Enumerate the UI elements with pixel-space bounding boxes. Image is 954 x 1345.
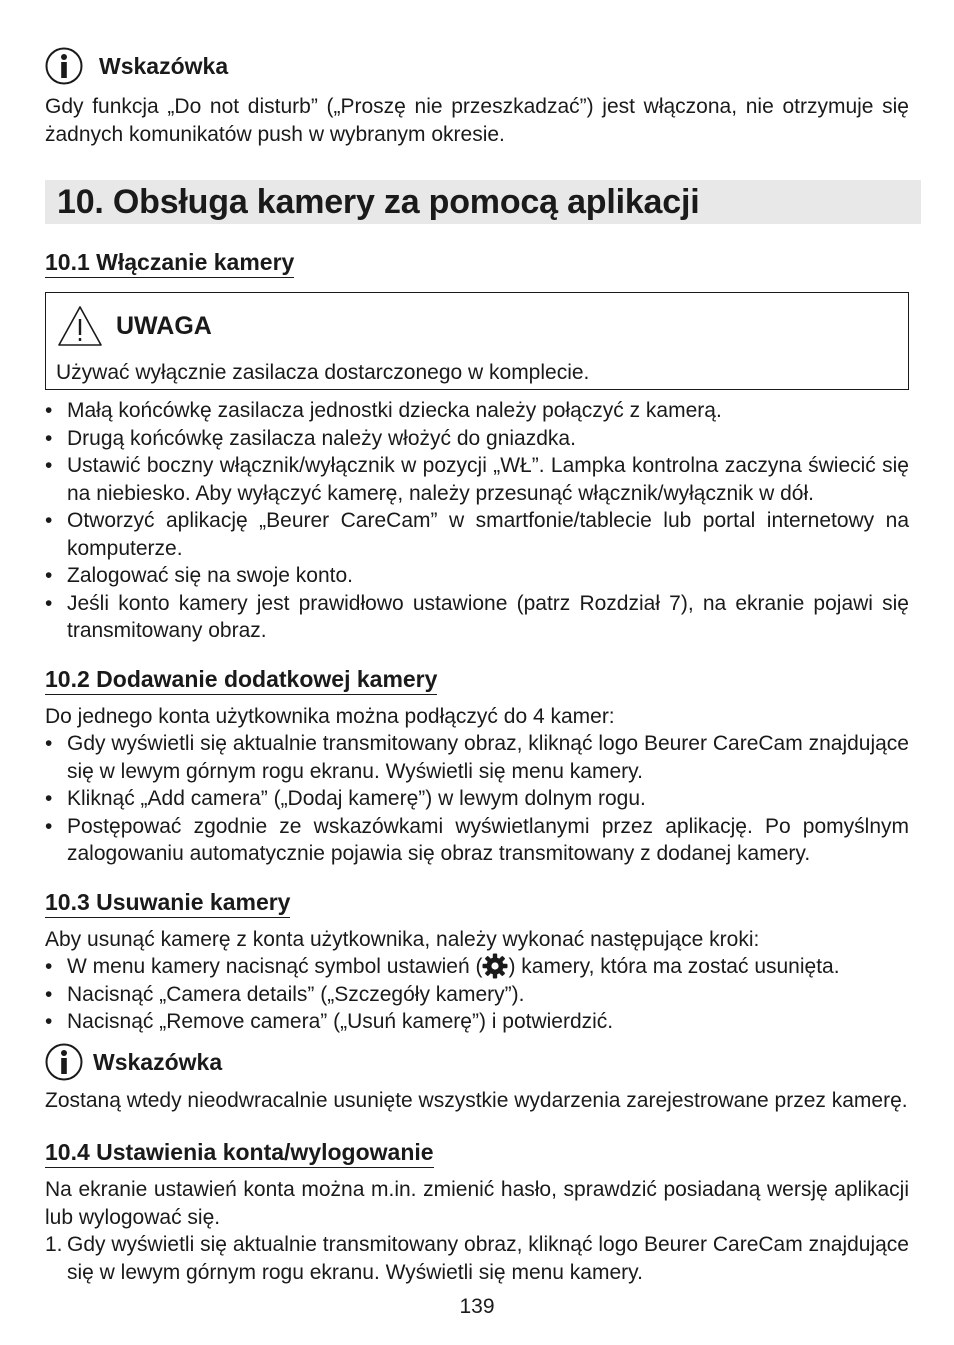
section-intro: Na ekranie ustawień konta można m.in. zmienić hasło, sprawdzić posiadaną wersję aplikacji lub wylogować się. (45, 1178, 909, 1229)
bullet-list (45, 730, 909, 868)
list-item: • Nacisnąć „Remove camera” („Usuń kamerę”) i potwierdzić. (45, 1008, 909, 1036)
list-item: • Otworzyć aplikację „Beurer CareCam” w smartfonie/tablecie lub portal internetowy na komputerze. (45, 507, 909, 562)
note-text: Gdy funkcja „Do not disturb” („Proszę nie przeszkadzać”) jest włączona, nie otrzymuje się żadnych komunikatów push w wybranym okresie. (45, 95, 909, 146)
list-item: • Małą końcówkę zasilacza jednostki dziecka należy połączyć z kamerą. (45, 397, 909, 425)
page-number: 139 (459, 1295, 495, 1318)
chapter-title: 10. Obsługa kamery za pomocą aplikacji (57, 182, 700, 221)
section-heading: 10.4 Ustawienia konta/wylogowanie (45, 1138, 434, 1168)
section-intro: Do jednego konta użytkownika można podłączyć do 4 kamer: (45, 705, 615, 728)
section-heading: 10.2 Dodawanie dodatkowej kamery (45, 665, 437, 695)
warning-text: Używać wyłącznie zasilacza dostarczonego w komplecie. (56, 361, 590, 384)
warning-title: UWAGA (116, 311, 212, 340)
info-icon (45, 47, 83, 85)
section-intro: Aby usunąć kamerę z konta użytkownika, należy wykonać następujące kroki: (45, 928, 760, 951)
section-10-2 (45, 665, 909, 695)
bullet-list (45, 953, 909, 1036)
section-heading: 10.3 Usuwanie kamery (45, 888, 290, 918)
list-item-text: W menu kamery nacisnąć symbol ustawień ( (67, 955, 483, 978)
list-item: • Gdy wyświetli się aktualnie transmitowany obraz, kliknąć logo Beurer CareCam znajdujące się w lewym górnym rogu ekranu. Wyświetli się menu kamery. (45, 730, 909, 785)
list-item: • Nacisnąć „Camera details” („Szczegóły kamery”). (45, 981, 909, 1009)
note-header (45, 47, 909, 85)
info-icon (45, 1043, 83, 1081)
warning-box (45, 292, 909, 390)
list-item: • Postępować zgodnie ze wskazówkami wyświetlanymi przez aplikację. Po pomyślnym zalogowaniu automatycznie pojawia się obraz transmitowany z dodanej kamery. (45, 813, 909, 868)
gear-icon (482, 953, 508, 979)
chapter-heading (45, 180, 921, 224)
note-title: Wskazówka (99, 52, 229, 79)
note-title: Wskazówka (93, 1048, 223, 1075)
section-heading: 10.1 Włączanie kamery (45, 248, 294, 278)
list-item: • Kliknąć „Add camera” („Dodaj kamerę”) w lewym dolnym rogu. (45, 785, 909, 813)
numbered-item (45, 1231, 909, 1286)
section-10-1 (45, 248, 909, 278)
list-item-text: ) kamery, która ma zostać usunięta. (508, 955, 840, 978)
list-item: • Jeśli konto kamery jest prawidłowo ustawione (patrz Rozdział 7), na ekranie pojawi się transmitowany obraz. (45, 590, 909, 645)
step-number: 1. (45, 1233, 63, 1256)
note-header (45, 1043, 909, 1081)
step-text: Gdy wyświetli się aktualnie transmitowany obraz, kliknąć logo Beurer CareCam znajdujące się w lewym górnym rogu ekranu. Wyświetli się menu kamery. (67, 1233, 909, 1284)
note-text: Zostaną wtedy nieodwracalnie usunięte wszystkie wydarzenia zarejestrowane przez kamerę. (45, 1089, 908, 1112)
note-block (45, 1043, 909, 1115)
warning-header (56, 293, 898, 359)
list-item: • Zalogować się na swoje konto. (45, 562, 909, 590)
list-item: • Ustawić boczny włącznik/wyłącznik w pozycji „WŁ”. Lampka kontrolna zaczyna świecić się na niebiesko. Aby wyłączyć kamerę, należy przesunąć włącznik/wyłącznik w dół. (45, 452, 909, 507)
warning-triangle-icon (56, 304, 104, 348)
list-item: • Drugą końcówkę zasilacza należy włożyć do gniazdka. (45, 425, 909, 453)
section-10-4 (45, 1138, 909, 1168)
bullet-list (45, 397, 909, 645)
section-10-3 (45, 888, 909, 918)
list-item (45, 953, 909, 981)
note-block (45, 47, 909, 148)
